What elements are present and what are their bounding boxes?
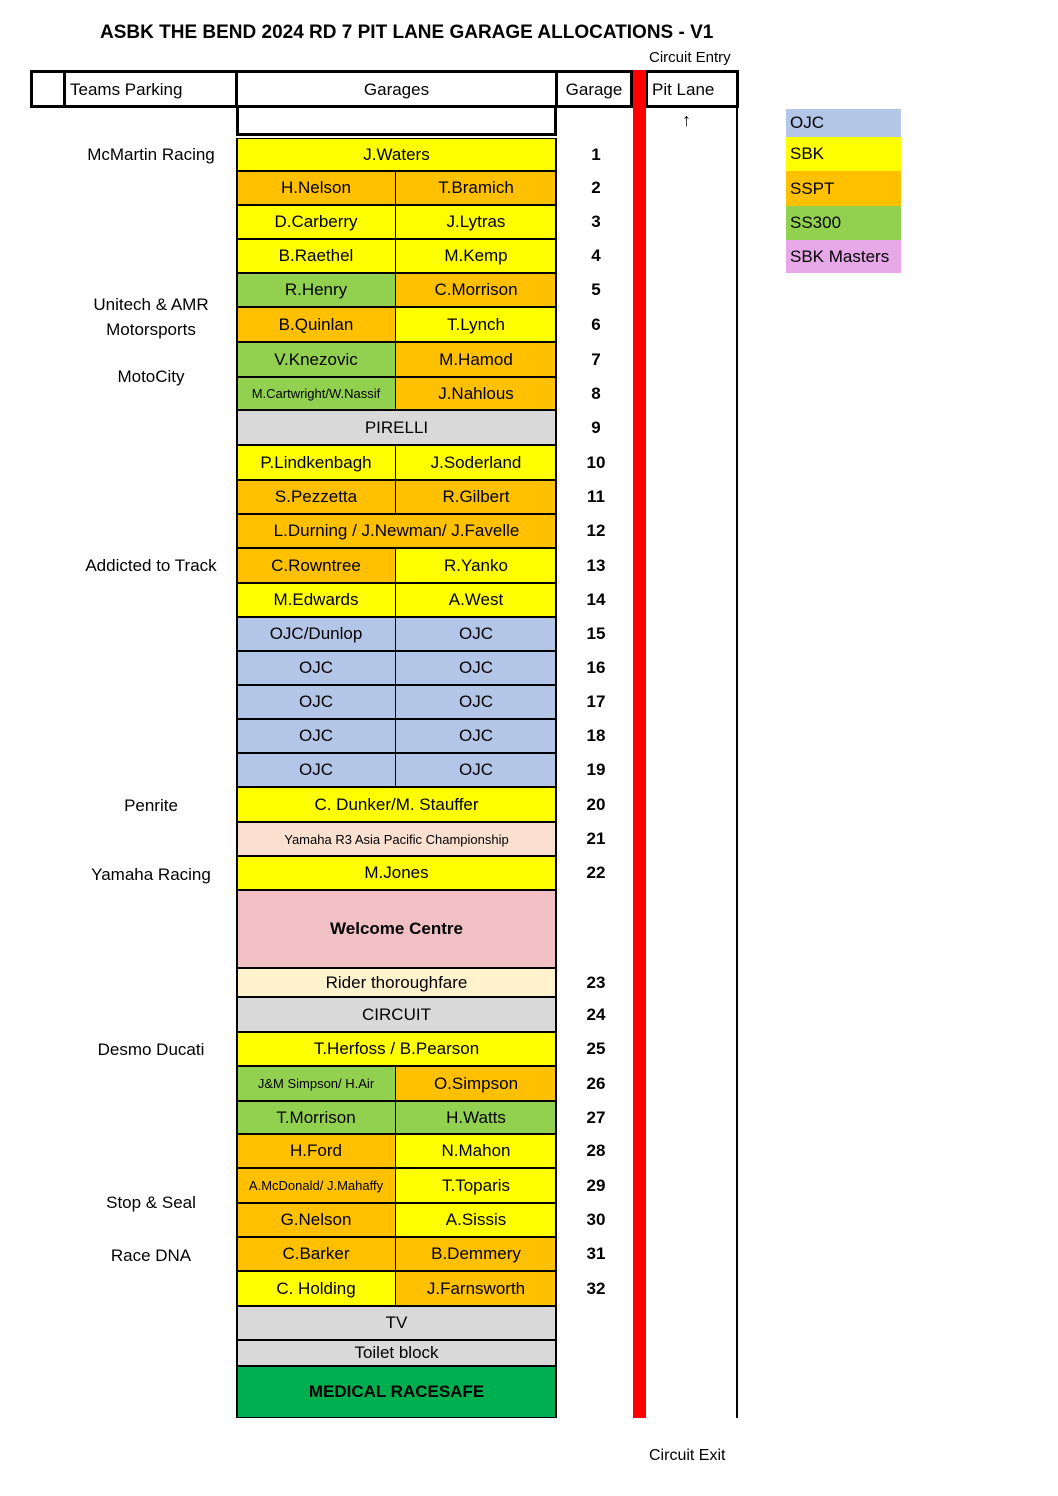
team-penrite: Penrite bbox=[124, 796, 178, 815]
garage-cell-left: R.Henry bbox=[236, 273, 396, 307]
garage-cell-full: CIRCUIT bbox=[236, 997, 557, 1032]
garage-number: 17 bbox=[586, 692, 606, 711]
team-addicted-to-track: Addicted to Track bbox=[85, 556, 217, 575]
garage-number: 29 bbox=[586, 1175, 606, 1195]
garage-cell-full: Yamaha R3 Asia Pacific Championship bbox=[236, 822, 557, 856]
garage-cell-right: OJC bbox=[395, 617, 557, 651]
garage-number: 1 bbox=[591, 144, 601, 164]
garage-cell-left: V.Knezovic bbox=[236, 342, 396, 377]
garage-number: 2 bbox=[591, 178, 601, 197]
header-teams-parking: Teams Parking bbox=[63, 70, 238, 108]
garage-cell-right: OJC bbox=[395, 651, 557, 685]
garage-cell-left: G.Nelson bbox=[236, 1203, 396, 1237]
garage-cell-right: O.Simpson bbox=[395, 1066, 557, 1101]
garage-number: 31 bbox=[586, 1244, 606, 1263]
garage-number: 6 bbox=[591, 314, 601, 334]
garage-cell-right: OJC bbox=[395, 719, 557, 753]
garage-cell-right: T.Toparis bbox=[395, 1168, 557, 1203]
garage-cell-right: J.Lytras bbox=[395, 205, 557, 239]
garage-cell-right: J.Soderland bbox=[395, 445, 557, 480]
garage-cell-full: Rider thoroughfare bbox=[236, 968, 557, 997]
garage-number: 24 bbox=[586, 1004, 606, 1024]
garage-cell-full: T.Herfoss / B.Pearson bbox=[236, 1032, 557, 1066]
garage-number: 4 bbox=[591, 246, 601, 265]
legend-ss300: SS300 bbox=[786, 206, 901, 240]
garage-cell-left: D.Carberry bbox=[236, 205, 396, 239]
pit-lane-right-line bbox=[736, 108, 738, 1418]
garage-number: 22 bbox=[586, 863, 606, 882]
garage-number: 12 bbox=[586, 521, 606, 540]
garage-cell-right: A.West bbox=[395, 583, 557, 617]
garage-cell-left: OJC bbox=[236, 753, 396, 787]
garage-cell-full: Welcome Centre bbox=[236, 890, 557, 968]
garage-cell-full: M.Jones bbox=[236, 856, 557, 890]
garage-cell-left: H.Nelson bbox=[236, 171, 396, 205]
circuit-entry-label: Circuit Entry bbox=[649, 49, 731, 66]
garage-number: 32 bbox=[586, 1278, 606, 1298]
garage-cell-left: OJC/Dunlop bbox=[236, 617, 396, 651]
garage-cell-left: J&M Simpson/ H.Air bbox=[236, 1066, 396, 1101]
garage-cell-left: C. Holding bbox=[236, 1271, 396, 1306]
garage-cell-left: P.Lindkenbagh bbox=[236, 445, 396, 480]
legend-sbk: SBK bbox=[786, 137, 901, 171]
garage-number: 27 bbox=[586, 1107, 606, 1127]
legend-sspt: SSPT bbox=[786, 171, 901, 206]
garage-number: 21 bbox=[586, 829, 606, 848]
arrow-up-icon: ↑ bbox=[682, 110, 691, 130]
team-motocity: MotoCity bbox=[117, 367, 185, 386]
garage-cell-full: C. Dunker/M. Stauffer bbox=[236, 787, 557, 822]
garage-cell-left: M.Cartwright/W.Nassif bbox=[236, 377, 396, 410]
garage-number: 9 bbox=[591, 417, 601, 437]
garage-cell-left: OJC bbox=[236, 651, 396, 685]
garage-number: 23 bbox=[586, 972, 606, 992]
garage-cell-left: C.Rowntree bbox=[236, 548, 396, 583]
garage-cell-left: C.Barker bbox=[236, 1237, 396, 1271]
garage-cell-right: M.Hamod bbox=[395, 342, 557, 377]
garage-number: 7 bbox=[591, 349, 601, 369]
garage-cell-full: MEDICAL RACESAFE bbox=[236, 1366, 557, 1418]
team-race-dna: Race DNA bbox=[110, 1246, 192, 1265]
team-unitech-amr: Unitech & AMR Motorsports bbox=[93, 295, 209, 339]
garage-cell-right: J.Nahlous bbox=[395, 377, 557, 410]
header-garage-number: Garage bbox=[555, 70, 633, 108]
header-pit-lane: Pit Lane bbox=[645, 70, 739, 108]
garage-cell-right: OJC bbox=[395, 685, 557, 719]
team-stop-and-seal: Stop & Seal bbox=[106, 1193, 196, 1212]
garage-cell-right: B.Demmery bbox=[395, 1237, 557, 1271]
garage-cell-right: T.Lynch bbox=[395, 307, 557, 342]
circuit-exit-label: Circuit Exit bbox=[649, 1447, 726, 1464]
garage-cell-right: A.Sissis bbox=[395, 1203, 557, 1237]
garage-number: 5 bbox=[591, 280, 601, 299]
garage-cell-left: OJC bbox=[236, 685, 396, 719]
garage-number: 25 bbox=[586, 1039, 606, 1058]
garage-cell-left: T.Morrison bbox=[236, 1101, 396, 1134]
garage-cell-left: S.Pezzetta bbox=[236, 480, 396, 514]
garage-cell-full: TV bbox=[236, 1306, 557, 1340]
garage-cell-left: H.Ford bbox=[236, 1134, 396, 1168]
garage-cell-right: H.Watts bbox=[395, 1101, 557, 1134]
garage-number: 3 bbox=[591, 212, 601, 231]
garage-number: 10 bbox=[586, 452, 606, 472]
garage-number: 8 bbox=[591, 383, 601, 403]
garage-cell-right: T.Bramich bbox=[395, 171, 557, 205]
garage-cell-left: OJC bbox=[236, 719, 396, 753]
pit-lane-strip bbox=[633, 70, 646, 1418]
garage-cell-full: PIRELLI bbox=[236, 410, 557, 445]
legend-ojc: OJC bbox=[786, 109, 901, 137]
garage-cell-right: J.Farnsworth bbox=[395, 1271, 557, 1306]
garage-cell-right: R.Yanko bbox=[395, 548, 557, 583]
garage-cell-left: M.Edwards bbox=[236, 583, 396, 617]
header-blank-cell bbox=[30, 70, 66, 108]
garage-number: 16 bbox=[586, 658, 606, 677]
garage-number: 18 bbox=[586, 726, 606, 745]
garage-cell-full: Toilet block bbox=[236, 1340, 557, 1366]
garage-number: 14 bbox=[586, 590, 606, 609]
garage-cell-right: C.Morrison bbox=[395, 273, 557, 307]
garage-cell-full: J.Waters bbox=[236, 138, 557, 171]
team-yamaha-racing: Yamaha Racing bbox=[91, 865, 211, 884]
garage-number: 28 bbox=[586, 1141, 606, 1160]
garage-cell-right: M.Kemp bbox=[395, 239, 557, 273]
team-mcmartin-racing: McMartin Racing bbox=[87, 145, 215, 164]
header-garages: Garages bbox=[235, 70, 558, 108]
garage-number: 13 bbox=[586, 555, 606, 575]
garage-cell-right: N.Mahon bbox=[395, 1134, 557, 1168]
garage-number: 15 bbox=[586, 624, 606, 643]
garage-cell-right: R.Gilbert bbox=[395, 480, 557, 514]
garage-cell-left: A.McDonald/ J.Mahaffy bbox=[236, 1168, 396, 1203]
garages-top-box bbox=[236, 108, 557, 136]
garage-number: 11 bbox=[587, 487, 605, 506]
page-title: ASBK THE BEND 2024 RD 7 PIT LANE GARAGE ALLOCATIONS - V1 bbox=[100, 22, 714, 43]
garage-cell-full: L.Durning / J.Newman/ J.Favelle bbox=[236, 514, 557, 548]
garage-number: 26 bbox=[586, 1073, 606, 1093]
legend-sbk-masters: SBK Masters bbox=[786, 240, 901, 273]
garage-number: 20 bbox=[586, 794, 606, 814]
garage-cell-left: B.Raethel bbox=[236, 239, 396, 273]
garage-number: 30 bbox=[586, 1210, 606, 1229]
garage-cell-right: OJC bbox=[395, 753, 557, 787]
garage-number: 19 bbox=[586, 760, 606, 779]
team-desmo-ducati: Desmo Ducati bbox=[97, 1040, 205, 1059]
garage-cell-left: B.Quinlan bbox=[236, 307, 396, 342]
